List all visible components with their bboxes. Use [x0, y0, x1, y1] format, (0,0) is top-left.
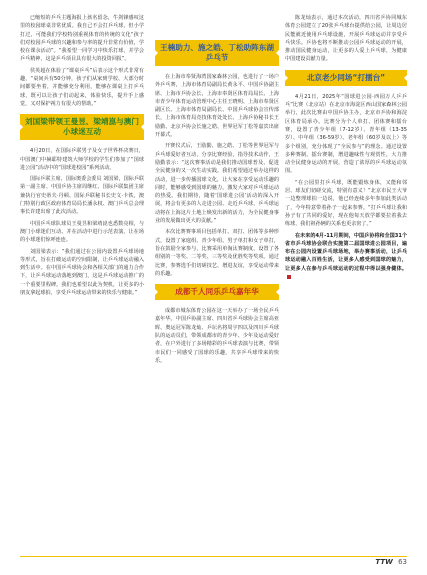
- section-heading-chengdu: 成都千人同乐乒乓嘉年华: [155, 284, 279, 300]
- paragraph: 在上海市奉贤海湾国家森林公园，也进行了一场户外乒乓赛，上海市体育局副局长黄永平、中国乒协副主席、上海市乒协会长，上海市奉贤区体育局局长、上海市青少年体育运动管理中心主任王晓明、上海市奉贤区副区长、上海市体育局副局长、中国乒乓球协会宣传部长，上海市体育局竞技体育处处长、上海乒协秘书长王励勤、北京乒协会长施之皓、世界冠军丁松等嘉宾出席开幕式。: [155, 74, 279, 139]
- section-heading-shanghai: 王楠助力、施之皓、丁松助阵东湖乒乓节: [155, 40, 279, 66]
- column-middle: [155, 14, 279, 368]
- section-heading-beijing: 北京老少同场“打擂台”: [285, 70, 407, 86]
- paragraph: 侯英超在体验了“课桌乒乓”后表示这个形式非常有趣，“桌间兵有50分钟，孩子们从家到学校、大部分时间都要坐着，并能够充分利用，能够在课桌上打乒乓球，既可以让孩子们动起来，体验快乐，提升手上感觉，又对保护视力有很大的帮助。”: [20, 67, 144, 107]
- paragraph: 4月20日，在国际乒联男子及女子世界杯决赛日，中国澳门中赫耶特建筑大师学校的学生们参加了“国球进公园”活动中的“国球进校园”系列活动。: [20, 148, 144, 171]
- page-footer: [375, 557, 407, 567]
- closing-paragraph: [285, 232, 407, 282]
- paragraph: 国际乒联主席、国际奥委会委员 刘国梁，国际乒联第一副主席、中国乒协主席周继红、国际乒联集团主席兼执行官史蒂夫·丹顿、国际乒联秘书长史文·卡铁，澳门特别行政区政府体育局局长潘永权、澳门乒乓总会理事长许建出席了此次活动。: [20, 176, 144, 216]
- paragraph: 开赛仪式后，王励勤、施之皓、丁松等世界冠军与乒乓球爱好者互动，分享比赛经验，指导技术动作，王励勤表示：“这次赛事活动是我们推动国球普及、促进全民健身的又一次生动实践。我们希望通过举办这样的活动，进一步传播国球文化，让大家在享受运动乐趣的同时，能够感受到国球的魅力，激发大家对乒乓球运动的热爱。我们期待，随着‘国球进公园’活动的深入开展，将会有更多的人走进公园、走近乒乓球，乒乓球运动将在上海这片土地上焕发出新的活力，为全民健身事业的发展做出更大的贡献。”: [155, 143, 279, 225]
- paragraph: 本次比赛赛事项目包括单打、双打、团体等多种形式，设置了家庭组、青少年组、男子单打和女子单打，旨在鼓励全家参与，比赛采用单淘汰赛制度，设置了各组别的一等奖、二等奖、三等奖及优胜奖等奖项。通过比赛，参赛选手们切磋技艺、增进友谊，享受运动带来的乐趣。: [155, 229, 279, 277]
- footer-rule: [20, 556, 407, 557]
- magazine-logo: TTW: [375, 558, 393, 566]
- closing-text: 在未来的4月-11月期间，中国乒协将和全国31个省市乒乓球协会联合实施第二届国球进公园项目，遍布在公园内设置乒乓球场地，举办赛事活动，让乒乓球运动融入百姓生活，让更多人感受到国球的魅力，让更多人在参与乒乓球运动的过程中得以强身健体。: [285, 232, 407, 272]
- paragraph: 陈龙灿表示，通过本次活动，四川省乒协同城东体育公园建立了20张乒乓球台提供给公园，让周边居民能就近使用乒乓球设施，开展乒乓球运动并享受乒乓快乐。乒协也将不断推动公园乒乓球运动的开展，推动国民健身运动，让更多的人爱上乒乓球，为健康中国建设贡献力量。: [285, 15, 407, 63]
- end-mark-icon: [287, 275, 291, 279]
- paragraph: 成都市城东体育公园在这一天举办了一场全民乒乓嘉年华。中国乒协副主席、四川省乒乓球协会主席高亚晖、奥运冠军陈龙灿、乒坛名将周宇四以及四川乒乓球队的运动员们，带领成都市的青少年、少年及运动爱好者，在户外进行了多场精彩的乒乓球表演与比赛，带领市民们一同感受了国球的乐趣，共享乒乓球带来的快乐。: [155, 308, 279, 364]
- paragraph: 刘国梁表示：“我们通过在公园内设置乒乓球场地等形式，旨在打破运动的空间限制，让乒乓球运动融入到生活中。在中国乒乓球协会和各相关部门的通力合作下，让乒乓球运动落地到澳门，这是乒乓球运动推广的一个重要里程碑。我们也希望以此为契机，让更多的小朋友拿起球拍，享受乒乓球运动带来的快乐与健康。”: [20, 248, 144, 297]
- paragraph: “在公园里打乒乓球，既能锻炼身体，又能和邻居、球友们切磋交流，特别有意义！”北京市民王大爷一边整理球拍一边说，他已经连续多年参加此类活动了，今年特意带着孙子一起来参赛。“打乒乓球让我和孙子有了共同的爱好，现在他每天放学都要拉着我去练球，我们祖孙俩的关系也更亲密了。”: [285, 179, 407, 228]
- column-right: [285, 14, 407, 284]
- page-number: 63: [398, 558, 407, 566]
- paragraph: 已缩短的乒乓主题海报上孩名留念，牛剑锋感叹这里的校园球桌非常优质。我自己不会打乒乓球，但小学打过，可能我们学校特别重视体育的传统的文化“孩子们对校园乒乓球的兴趣和参与率的提升非常有价值，学校在课余活动”。“我希望一同学习中快乐打球，并学会乒乓精神，这是乒乓项目具有很大的投资回报”。: [20, 15, 144, 63]
- paragraph: 中国乒乓球队球员王曼昱和梁靖崑也悉数亮相，与澳门小球迷们互动、并在活动中进行示范表演，让在场的小球迷们惊呼连连。: [20, 220, 144, 244]
- paragraph: 4月21日，2025年“国球进公园·西园万人乒乒乓”比赛（北京站）在北京市海淀区西山国家森林公园举行，此次比赛由中国乒协主办，北京市乒协和海淀区体育局承办。比赛分为个人单打、团体赛和擂台赛，设置了青少年组（7-12岁）、青年组（13-35岁）、中年组（36-59岁）、老年组（60岁及以上）等多个组别，充分体现了“全民参与”的理念。通过设置多种赛制、擂台赛制，增进趣味性与观赏性，大力推动全民健身运动的开展，营造了浓厚的乒乓球运动氛围。: [285, 93, 407, 175]
- column-left: [20, 14, 144, 300]
- section-heading-liu-guoliang: 刘国梁带领王曼昱、梁靖崑与澳门小球迷互动: [20, 114, 144, 140]
